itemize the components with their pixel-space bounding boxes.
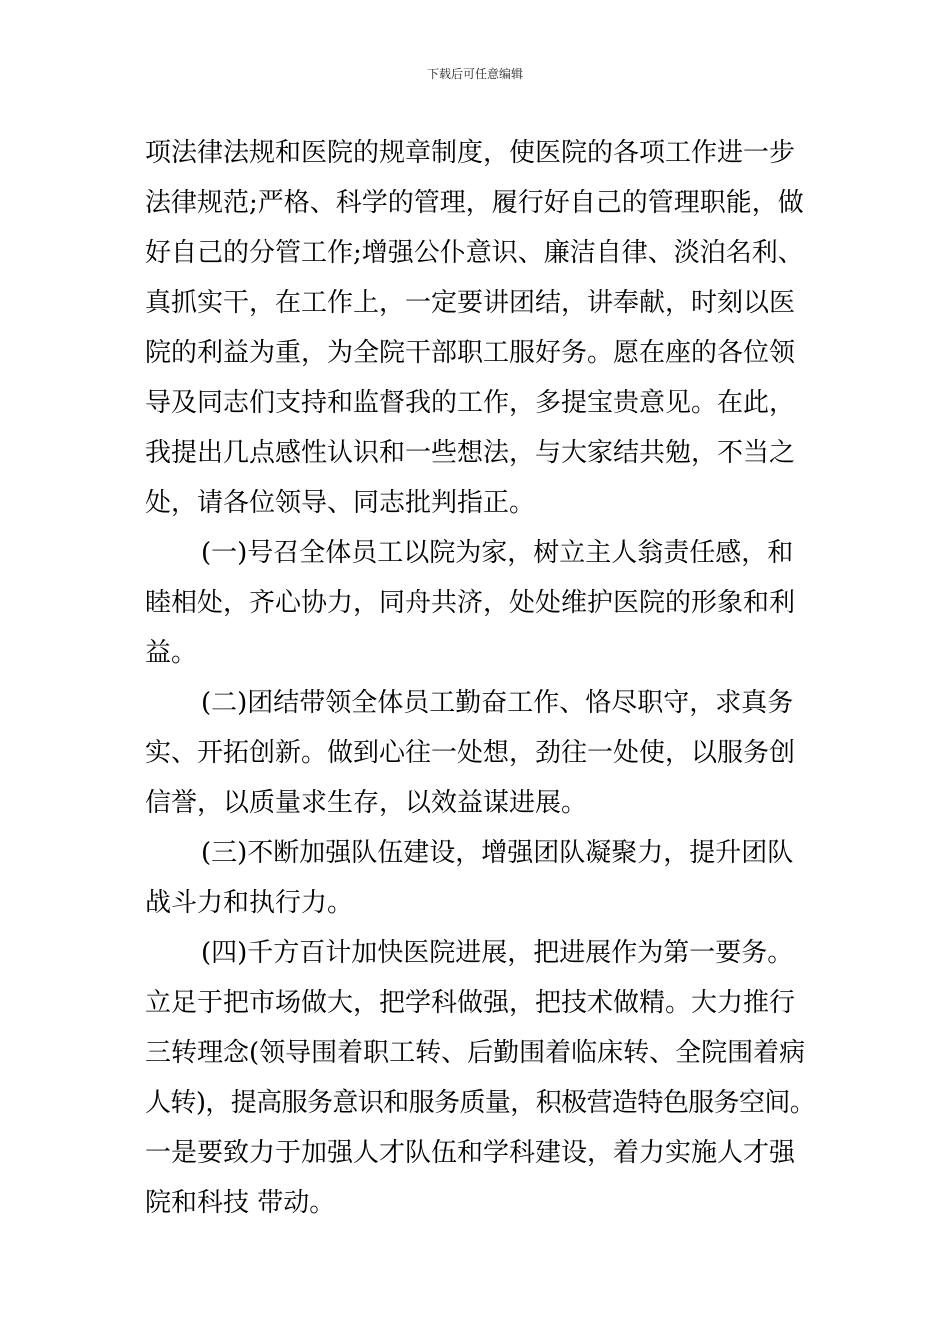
text-line-12: (二)团结带领全体员工勤奋工作、恪尽职守，求真务 — [201, 688, 794, 718]
document-body — [145, 128, 815, 1228]
text-line-11: 益。 — [145, 638, 198, 668]
text-line-10: 睦相处，齐心协力，同舟共济，处处维护医院的形象和利 — [145, 588, 796, 618]
page-header-note: 下载后可任意编辑 — [426, 67, 523, 81]
text-line-5: 院的利益为重，为全院干部职工服好务。愿在座的各位领 — [145, 338, 796, 368]
text-line-21: 一是要致力于加强人才队伍和学科建设，着力实施人才强 — [145, 1138, 796, 1168]
text-line-2: 法律规范;严格、科学的管理，履行好自己的管理职能，做 — [145, 188, 804, 218]
text-line-18: 立足于把市场做大，把学科做强，把技术做精。大力推行 — [145, 988, 796, 1018]
text-line-15: (三)不断加强队伍建设，增强团队凝聚力，提升团队 — [201, 838, 794, 868]
text-line-6: 导及同志们支持和监督我的工作，多提宝贵意见。在此， — [145, 388, 796, 418]
text-line-14: 信誉，以质量求生存，以效益谋进展。 — [145, 788, 588, 818]
text-line-17: (四)千方百计加快医院进展，把进展作为第一要务。 — [201, 938, 794, 968]
text-line-16: 战斗力和执行力。 — [145, 888, 354, 918]
text-line-7: 我提出几点感性认识和一些想法，与大家结共勉，不当之 — [145, 438, 796, 468]
text-line-8: 处，请各位领导、同志批判指正。 — [145, 488, 536, 518]
text-line-3: 好自己的分管工作;增强公仆意识、廉洁自律、淡泊名利、 — [145, 238, 804, 268]
text-line-4: 真抓实干，在工作上，一定要讲团结，讲奉献，时刻以医 — [145, 288, 796, 318]
text-line-20: 人转)，提高服务意识和服务质量，积极营造特色服务空间。 — [145, 1088, 816, 1118]
text-line-13: 实、开拓创新。做到心往一处想，劲往一处使，以服务创 — [145, 738, 796, 768]
text-line-1: 项法律法规和医院的规章制度，使医院的各项工作进一步 — [145, 138, 796, 168]
text-line-9: (一)号召全体员工以院为家，树立主人翁责任感，和 — [201, 538, 794, 568]
text-line-22: 院和科技 带动。 — [145, 1188, 336, 1218]
text-line-19: 三转理念(领导围着职工转、后勤围着临床转、全院围着病 — [145, 1038, 806, 1068]
